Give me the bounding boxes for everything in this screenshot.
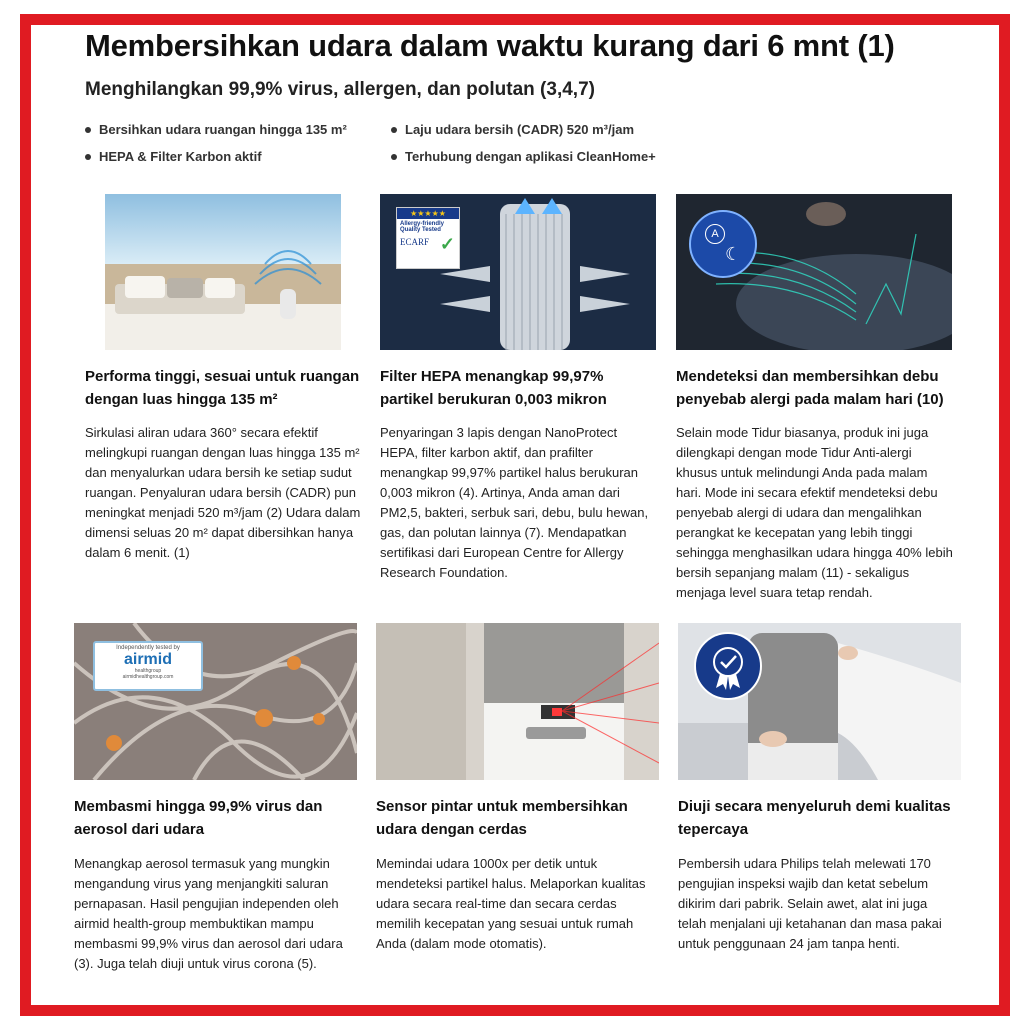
- card-heading: Sensor pintar untuk membersihkan udara dengan cerdas: [376, 798, 628, 838]
- bullet-dot-icon: [391, 127, 397, 133]
- card-heading: Performa tinggi, sesuai untuk ruangan dengan luas hingga 135 m²: [85, 368, 360, 408]
- card-body: Menangkap aerosol termasuk yang mungkin mengandung virus yang menjangkiti saluran pernapasan. Hasil pengujian independen oleh airmid health-group membuktikan mampu membasmi 99,9% virus dan aerosol dari udara (3). Juga telah diuji untuk virus corona (5).: [74, 856, 343, 971]
- bullet-text: HEPA & Filter Karbon aktif: [99, 149, 262, 164]
- bullet-item: [391, 149, 701, 164]
- page-subtitle: Menghilangkan 99,9% virus, allergen, dan polutan (3,4,7): [85, 79, 595, 100]
- card-body: Selain mode Tidur biasanya, produk ini juga dilengkapi dengan mode Tidur Anti-alergi khusus untuk melindungi Anda pada malam hari. Mode ini secara efektif mendeteksi debu penyebab alergi di udara dan mengalihkan perangkat ke kecepatan yang lebih tinggi sehingga menghasilkan udara hingga 40% lebih bersih sepanjang malam (11) - sekaligus menjaga level suara tetap rendah.: [676, 425, 953, 600]
- card-body: Sirkulasi aliran udara 360° secara efektif melingkupi ruangan dengan luas hingga 135 m² dan menyalurkan udara bersih ke setiap sudut ruangan. Penyaluran udara bersih (CADR) pun meningkat menjadi 520 m³/jam (2) Udara dalam dimensi seluas 20 m² dapat dibersihkan hanya dalam 6 menit. (1): [85, 425, 361, 560]
- bullet-text: Bersihkan udara ruangan hingga 135 m²: [99, 122, 347, 137]
- bullet-dot-icon: [85, 127, 91, 133]
- sensor-image: [376, 623, 659, 780]
- badge-line1: Allergy-friendly: [400, 221, 445, 227]
- bullet-item: [85, 149, 385, 164]
- card-heading: Filter HEPA menangkap 99,97% partikel berukuran 0,003 mikron: [380, 368, 607, 408]
- badge-line2: Quality Tested: [400, 227, 441, 233]
- mode-letter: A: [705, 224, 725, 244]
- bullet-text: Laju udara bersih (CADR) 520 m³/jam: [405, 122, 634, 137]
- bullet-text: Terhubung dengan aplikasi CleanHome+: [405, 149, 656, 164]
- card-heading: Diuji secara menyeluruh demi kualitas tepercaya: [678, 798, 951, 838]
- card-body: Pembersih udara Philips telah melewati 170 pengujian inspeksi wajib dan ketat sebelum dikirim dari pabrik. Selain awet, alat ini juga telah menjalani uji ketahanan dan masa pakai untuk penggunaan 24 jam tanpa henti.: [678, 856, 942, 951]
- card-heading: Mendeteksi dan membersihkan debu penyebab alergi pada malam hari (10): [676, 368, 944, 408]
- badge-stars: ★★★★★: [397, 208, 459, 219]
- bedroom-image: [105, 194, 341, 350]
- badge-brand: ECARF: [400, 237, 430, 247]
- bullet-item: [85, 122, 385, 137]
- anti-allergy-mode-icon: [689, 210, 757, 278]
- card-heading: Membasmi hingga 99,9% virus dan aerosol dari udara: [74, 798, 323, 838]
- card-body: Penyaringan 3 lapis dengan NanoProtect HEPA, filter karbon aktif, dan prafilter menangkap 99,97% partikel halus berukuran 0,003 mikron (4). Artinya, Anda aman dari PM2,5, bakteri, serbuk sari, debu, bulu hewan, gas, dan polutan lainnya (7). Mendapatkan sertifikasi dari European Centre for Allergy Research Foundation.: [380, 425, 649, 580]
- card-body: Memindai udara 1000x per detik untuk mendeteksi partikel halus. Melaporkan kualitas udara secara real-time dan secara cerdas memilih kecepatan yang sesuai untuk rumah Anda (dalam mode otomatis).: [376, 856, 646, 951]
- ecarf-badge: [396, 207, 460, 269]
- airmid-sub: healthgroup: [134, 668, 162, 674]
- page-title: Membersihkan udara dalam waktu kurang dari 6 mnt (1): [85, 28, 895, 63]
- airmid-badge: [93, 641, 203, 691]
- quality-seal-icon: [694, 632, 762, 700]
- check-icon: ✓: [439, 234, 455, 254]
- moon-icon: ☾: [725, 244, 742, 264]
- airmid-top: Independently tested by: [116, 645, 180, 651]
- bullet-dot-icon: [85, 154, 91, 160]
- bullet-dot-icon: [391, 154, 397, 160]
- feature-bullets: [85, 122, 705, 164]
- airmid-url: airmidhealthgroup.com: [122, 674, 174, 680]
- bullet-item: [391, 122, 701, 137]
- airmid-brand: airmid: [123, 651, 172, 668]
